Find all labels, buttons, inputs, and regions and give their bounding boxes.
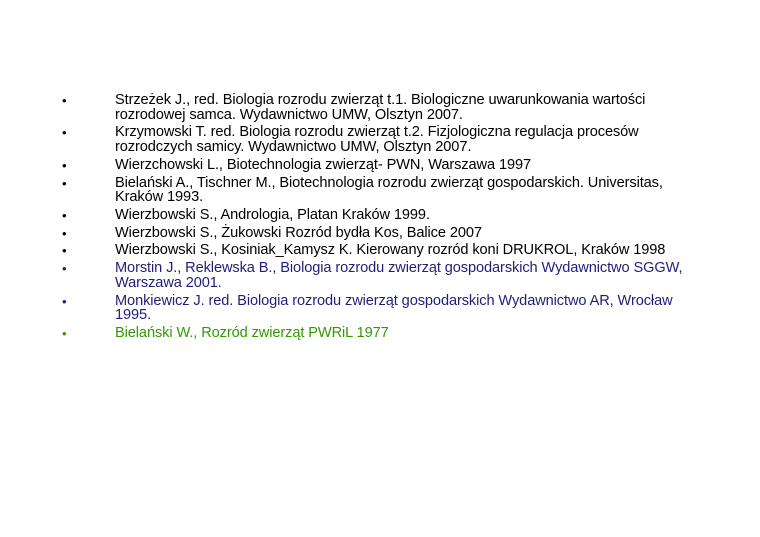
reference-item <box>62 261 702 290</box>
bullet-icon: • <box>62 175 67 191</box>
reference-text: Wierzbowski S., Kosiniak_Kamysz K. Kierowany rozród koni DRUKROL, Kraków 1998 <box>115 242 666 259</box>
bullet-icon: • <box>62 157 67 173</box>
reference-item <box>62 93 702 122</box>
bullet-icon: • <box>62 207 67 223</box>
reference-item <box>62 125 702 154</box>
reference-text: Wierzchowski L., Biotechnologia zwierząt- PWN, Warszawa 1997 <box>115 156 532 173</box>
reference-text: Wierzbowski S., Żukowski Rozród bydła Kos, Balice 2007 <box>115 224 482 241</box>
bibliography-list <box>62 93 702 344</box>
reference-item <box>62 326 702 341</box>
reference-item <box>62 226 702 241</box>
reference-item <box>62 294 702 323</box>
bullet-icon: • <box>62 261 67 277</box>
reference-text: Wierzbowski S., Andrologia, Platan Kraków 1999. <box>115 206 430 223</box>
bullet-icon: • <box>62 243 67 259</box>
reference-text: Strzeżek J., red. Biologia rozrodu zwierząt t.1. Biologiczne uwarunkowania wartości rozrodowej samca. Wydawnictwo UMW, Olsztyn 2007. <box>115 92 646 123</box>
bullet-icon: • <box>62 93 67 108</box>
bullet-icon: • <box>62 326 67 341</box>
reference-text: Krzymowski T. red. Biologia rozrodu zwierząt t.2. Fizjologiczna regulacja procesów rozrodczych samicy. Wydawnictwo UMW, Olsztyn 2007. <box>115 124 639 155</box>
reference-text: Morstin J., Reklewska B., Biologia rozrodu zwierząt gospodarskich Wydawnictwo SGGW, Warszawa 2001. <box>115 260 683 291</box>
bullet-icon: • <box>62 293 67 309</box>
reference-text: Bielański W., Rozród zwierząt PWRiL 1977 <box>115 325 389 341</box>
reference-text: Monkiewicz J. red. Biologia rozrodu zwierząt gospodarskich Wydawnictwo AR, Wrocław 1995. <box>115 292 673 324</box>
bullet-icon: • <box>62 125 67 141</box>
reference-item <box>62 176 702 205</box>
reference-text: Bielański A., Tischner M., Biotechnologia rozrodu zwierząt gospodarskich. Universitas, Kraków 1993. <box>115 174 663 206</box>
reference-item <box>62 158 702 173</box>
bullet-icon: • <box>62 225 67 241</box>
reference-item <box>62 208 702 223</box>
reference-item <box>62 243 702 258</box>
